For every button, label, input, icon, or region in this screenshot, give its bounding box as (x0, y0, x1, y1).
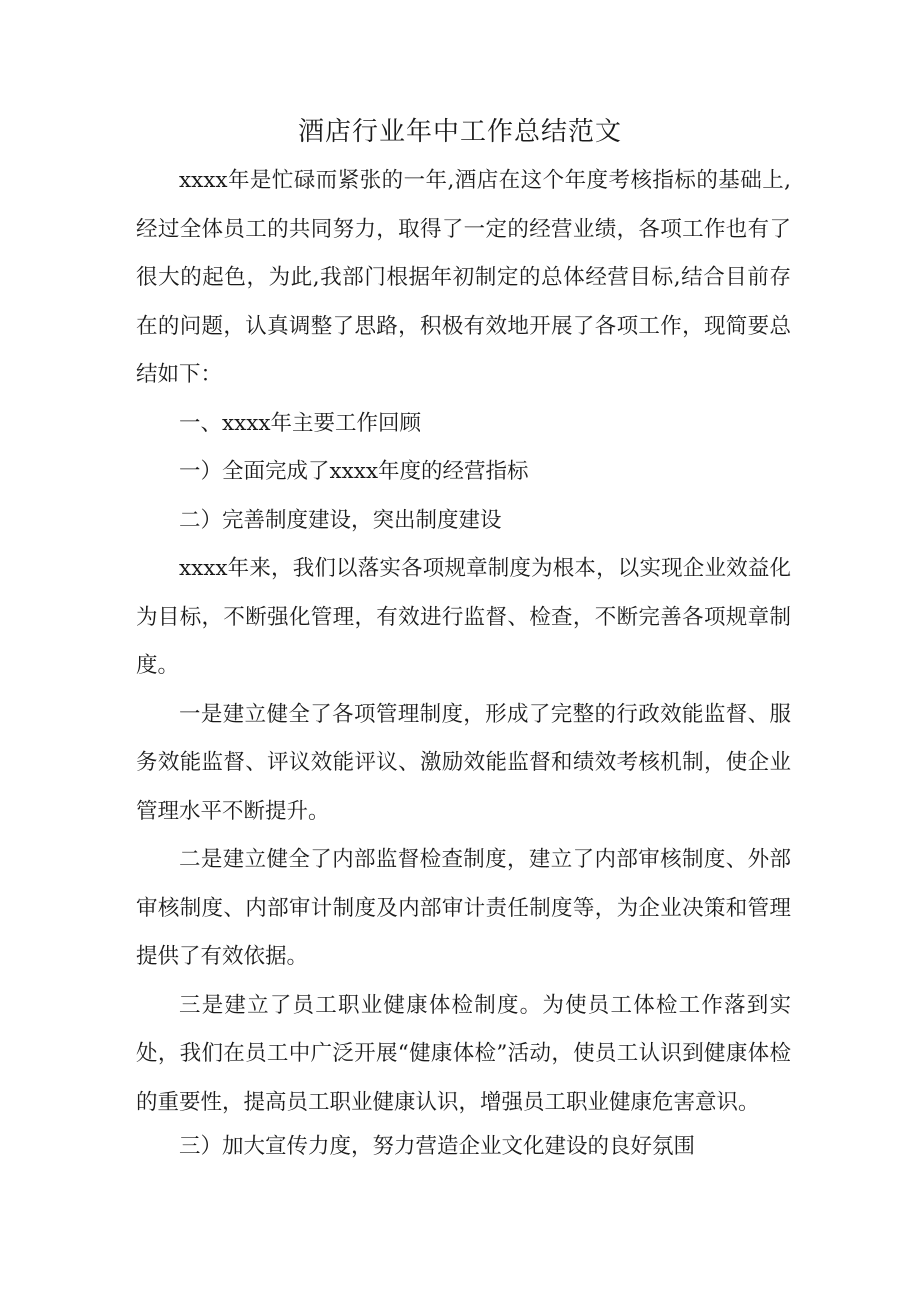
paragraph-rules: xxxx年来，我们以落实各项规章制度为根本，以实现企业效益化为目标，不断强化管理，有效进行监督、检查，不断完善各项规章制度。 (136, 556, 791, 678)
paragraph-point-1: 一是建立健全了各项管理制度，形成了完整的行政效能监督、服务效能监督、评议效能评议、激励效能监督和绩效考核机制，使企业管理水平不断提升。 (136, 701, 791, 824)
paragraph-intro: xxxx年是忙碌而紧张的一年,酒店在这个年度考核指标的基础上,经过全体员工的共同努力，取得了一定的经营业绩，各项工作也有了很大的起色，为此,我部门根据年初制定的总体经营目标,结合目前存在的问题，认真调整了思路，积极有效地开展了各项工作，现简要总结如下： (136, 168, 791, 387)
subsection-heading-1: 一）全面完成了xxxx年度的经营指标 (179, 459, 529, 484)
subsection-heading-2: 二）完善制度建设，突出制度建设 (179, 507, 502, 533)
paragraph-point-3: 三是建立了员工职业健康体检制度。为使员工体检工作落到实处，我们在员工中广泛开展“健康体检”活动，使员工认识到健康体检的重要性，提高员工职业健康认识，增强员工职业健康危害意识。 (136, 992, 791, 1115)
document-title: 酒店行业年中工作总结范文 (297, 117, 622, 147)
paragraph-point-2: 二是建立健全了内部监督检查制度，建立了内部审核制度、外部审核制度、内部审计制度及内部审计责任制度等，为企业决策和管理提供了有效依据。 (136, 847, 791, 969)
document-body (136, 157, 791, 1167)
subsection-heading-3: 三）加大宣传力度，努力营造企业文化建设的良好氛围 (179, 1134, 696, 1159)
section-heading-1: 一、xxxx年主要工作回顾 (179, 410, 422, 436)
